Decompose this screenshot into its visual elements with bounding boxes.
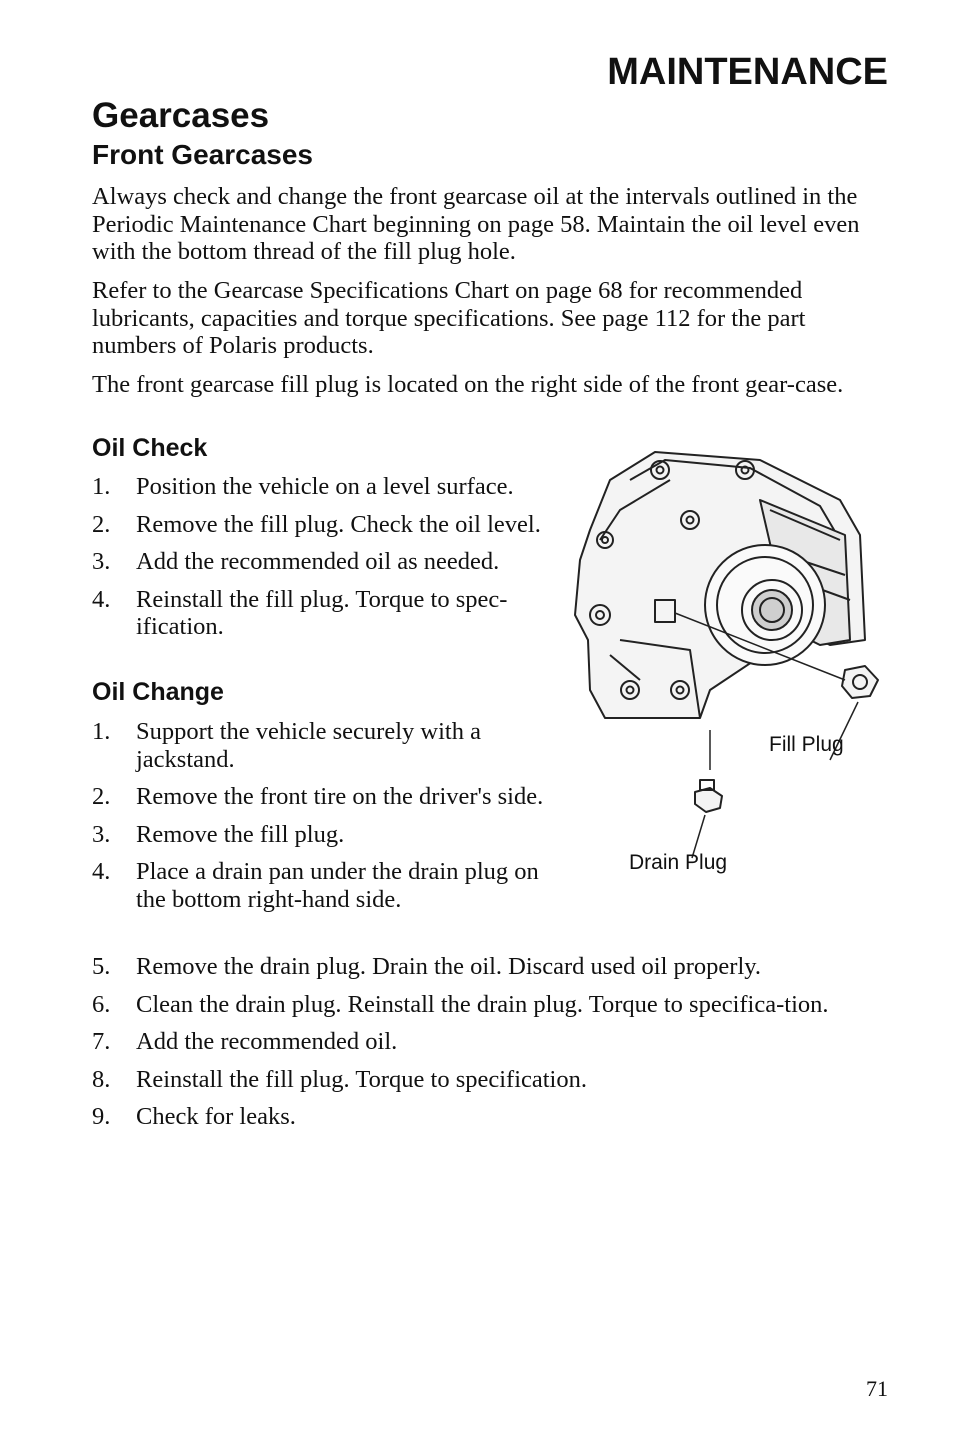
gearcase-illustration bbox=[560, 440, 900, 890]
step-text: Check for leaks. bbox=[136, 1103, 296, 1130]
step-text: Support the vehicle securely with a jackstand. bbox=[136, 718, 481, 773]
list-item bbox=[92, 991, 872, 1019]
intro-paragraph-2: Refer to the Gearcase Specifications Chart on page 68 for recommended lubricants, capacities and torque specifications. See page 112 for the part numbers of Polaris products. bbox=[92, 277, 806, 359]
step-number: 4. bbox=[92, 858, 111, 885]
step-text: Clean the drain plug. Reinstall the drain plug. Torque to specifica-tion. bbox=[136, 990, 829, 1018]
step-text: Reinstall the fill plug. Torque to specification. bbox=[136, 1065, 587, 1093]
intro-paragraph-3: The front gearcase fill plug is located on the right side of the front gear-case. bbox=[92, 371, 844, 398]
step-number: 3. bbox=[92, 548, 111, 575]
step-text: Reinstall the fill plug. Torque to spec-ification. bbox=[136, 585, 508, 640]
oil-check-heading: Oil Check bbox=[92, 434, 208, 462]
list-item bbox=[92, 1066, 872, 1094]
step-number: 1. bbox=[92, 718, 111, 745]
step-number: 7. bbox=[92, 1028, 111, 1055]
step-number: 2. bbox=[92, 783, 111, 810]
list-item bbox=[92, 953, 872, 981]
gearcase-figure bbox=[560, 440, 900, 890]
page-number: 71 bbox=[866, 1376, 888, 1401]
step-text: Remove the fill plug. bbox=[136, 820, 345, 848]
oil-change-steps-continued bbox=[92, 953, 872, 1141]
step-number: 1. bbox=[92, 473, 111, 500]
step-number: 5. bbox=[92, 953, 111, 980]
step-number: 8. bbox=[92, 1065, 111, 1093]
list-item bbox=[92, 548, 562, 576]
list-item bbox=[92, 718, 562, 773]
step-number: 4. bbox=[92, 585, 111, 613]
drain-plug-callout: Drain Plug bbox=[629, 851, 728, 874]
list-item bbox=[92, 783, 562, 811]
step-number: 9. bbox=[92, 1103, 111, 1130]
intro-paragraph-1: Always check and change the front gearcase oil at the intervals outlined in the Periodic Maintenance Chart beginning on page 58. Maintain the oil level even with the bottom thread of the fill plug hole. bbox=[92, 183, 860, 265]
step-number: 6. bbox=[92, 990, 111, 1018]
step-text: Add the recommended oil. bbox=[136, 1028, 398, 1055]
step-text: Place a drain pan under the drain plug on the bottom right-hand side. bbox=[136, 858, 539, 913]
oil-change-steps bbox=[92, 718, 562, 923]
chapter-title: MAINTENANCE bbox=[607, 51, 888, 93]
step-text: Add the recommended oil as needed. bbox=[136, 548, 500, 575]
oil-check-steps bbox=[92, 473, 562, 651]
list-item bbox=[92, 858, 562, 913]
oil-change-heading: Oil Change bbox=[92, 678, 224, 706]
step-number: 3. bbox=[92, 820, 111, 848]
list-item bbox=[92, 511, 562, 539]
list-item bbox=[92, 1028, 872, 1056]
section-title: Gearcases bbox=[92, 96, 270, 135]
step-text: Remove the front tire on the driver's side. bbox=[136, 783, 544, 810]
list-item bbox=[92, 473, 562, 501]
step-number: 2. bbox=[92, 510, 111, 538]
list-item bbox=[92, 1103, 872, 1131]
step-text: Remove the fill plug. Check the oil level. bbox=[136, 510, 541, 538]
subsection-title: Front Gearcases bbox=[92, 139, 313, 170]
step-text: Remove the drain plug. Drain the oil. Discard used oil properly. bbox=[136, 953, 762, 980]
list-item bbox=[92, 586, 562, 641]
list-item bbox=[92, 821, 562, 849]
step-text: Position the vehicle on a level surface. bbox=[136, 473, 514, 500]
fill-plug-callout: Fill Plug bbox=[769, 733, 844, 756]
